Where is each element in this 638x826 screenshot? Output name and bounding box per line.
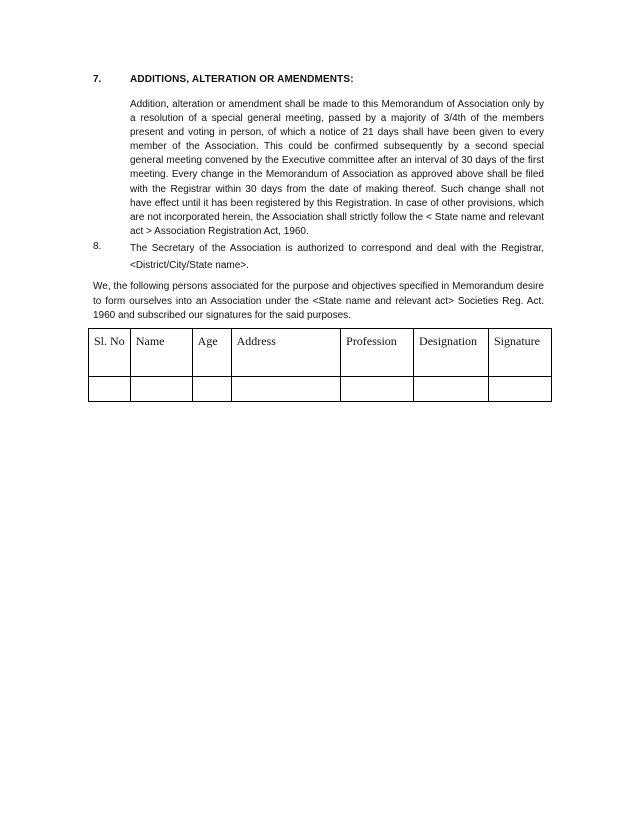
section-7-number: 7. [93,74,102,85]
cell-designation [414,377,489,402]
header-signature: Signature [489,329,552,377]
table-header-row [89,329,552,377]
signatories-table [88,328,552,402]
header-name: Name [130,329,192,377]
header-address: Address [231,329,341,377]
declaration-paragraph: We, the following persons associated for the purpose and objectives specified in Memorandum desire to form ourselves into an Association under the <State name and relevant act> Societies Reg. Act. 1960 and subscribed our signatures for the said purposes. [93,281,544,321]
header-sl-no: Sl. No [89,329,131,377]
header-designation: Designation [414,329,489,377]
section-8-body: The Secretary of the Association is authorized to correspond and deal with the Registrar, <District/City/State name>. [130,243,544,271]
header-profession: Profession [341,329,414,377]
section-7-body: Addition, alteration or amendment shall be made to this Memorandum of Association only by a resolution of a special general meeting, passed by a majority of 3/4th of the members present and voting in person, of which a notice of 21 days shall have been given to every member of the Association. This could be confirmed subsequently by a second special general meeting convened by the Executive committee after an interval of 30 days of the first meeting. Every change in the Memorandum of Association as approved above shall be filed with the Registrar within 30 days from the date of making thereof. Such change shall not have effect until it has been registered by this Registration. In case of other provisions, which are not incorporated herein, the Association shall strictly follow the < State name and relevant act > Association Registration Act, 1960. [130,99,544,237]
header-age: Age [192,329,231,377]
cell-age [192,377,231,402]
cell-sl-no [89,377,131,402]
cell-name [130,377,192,402]
cell-signature [489,377,552,402]
section-7-title: ADDITIONS, ALTERATION OR AMENDMENTS: [130,74,354,85]
table-row [89,377,552,402]
cell-profession [341,377,414,402]
cell-address [231,377,341,402]
section-8-number: 8. [93,241,102,252]
